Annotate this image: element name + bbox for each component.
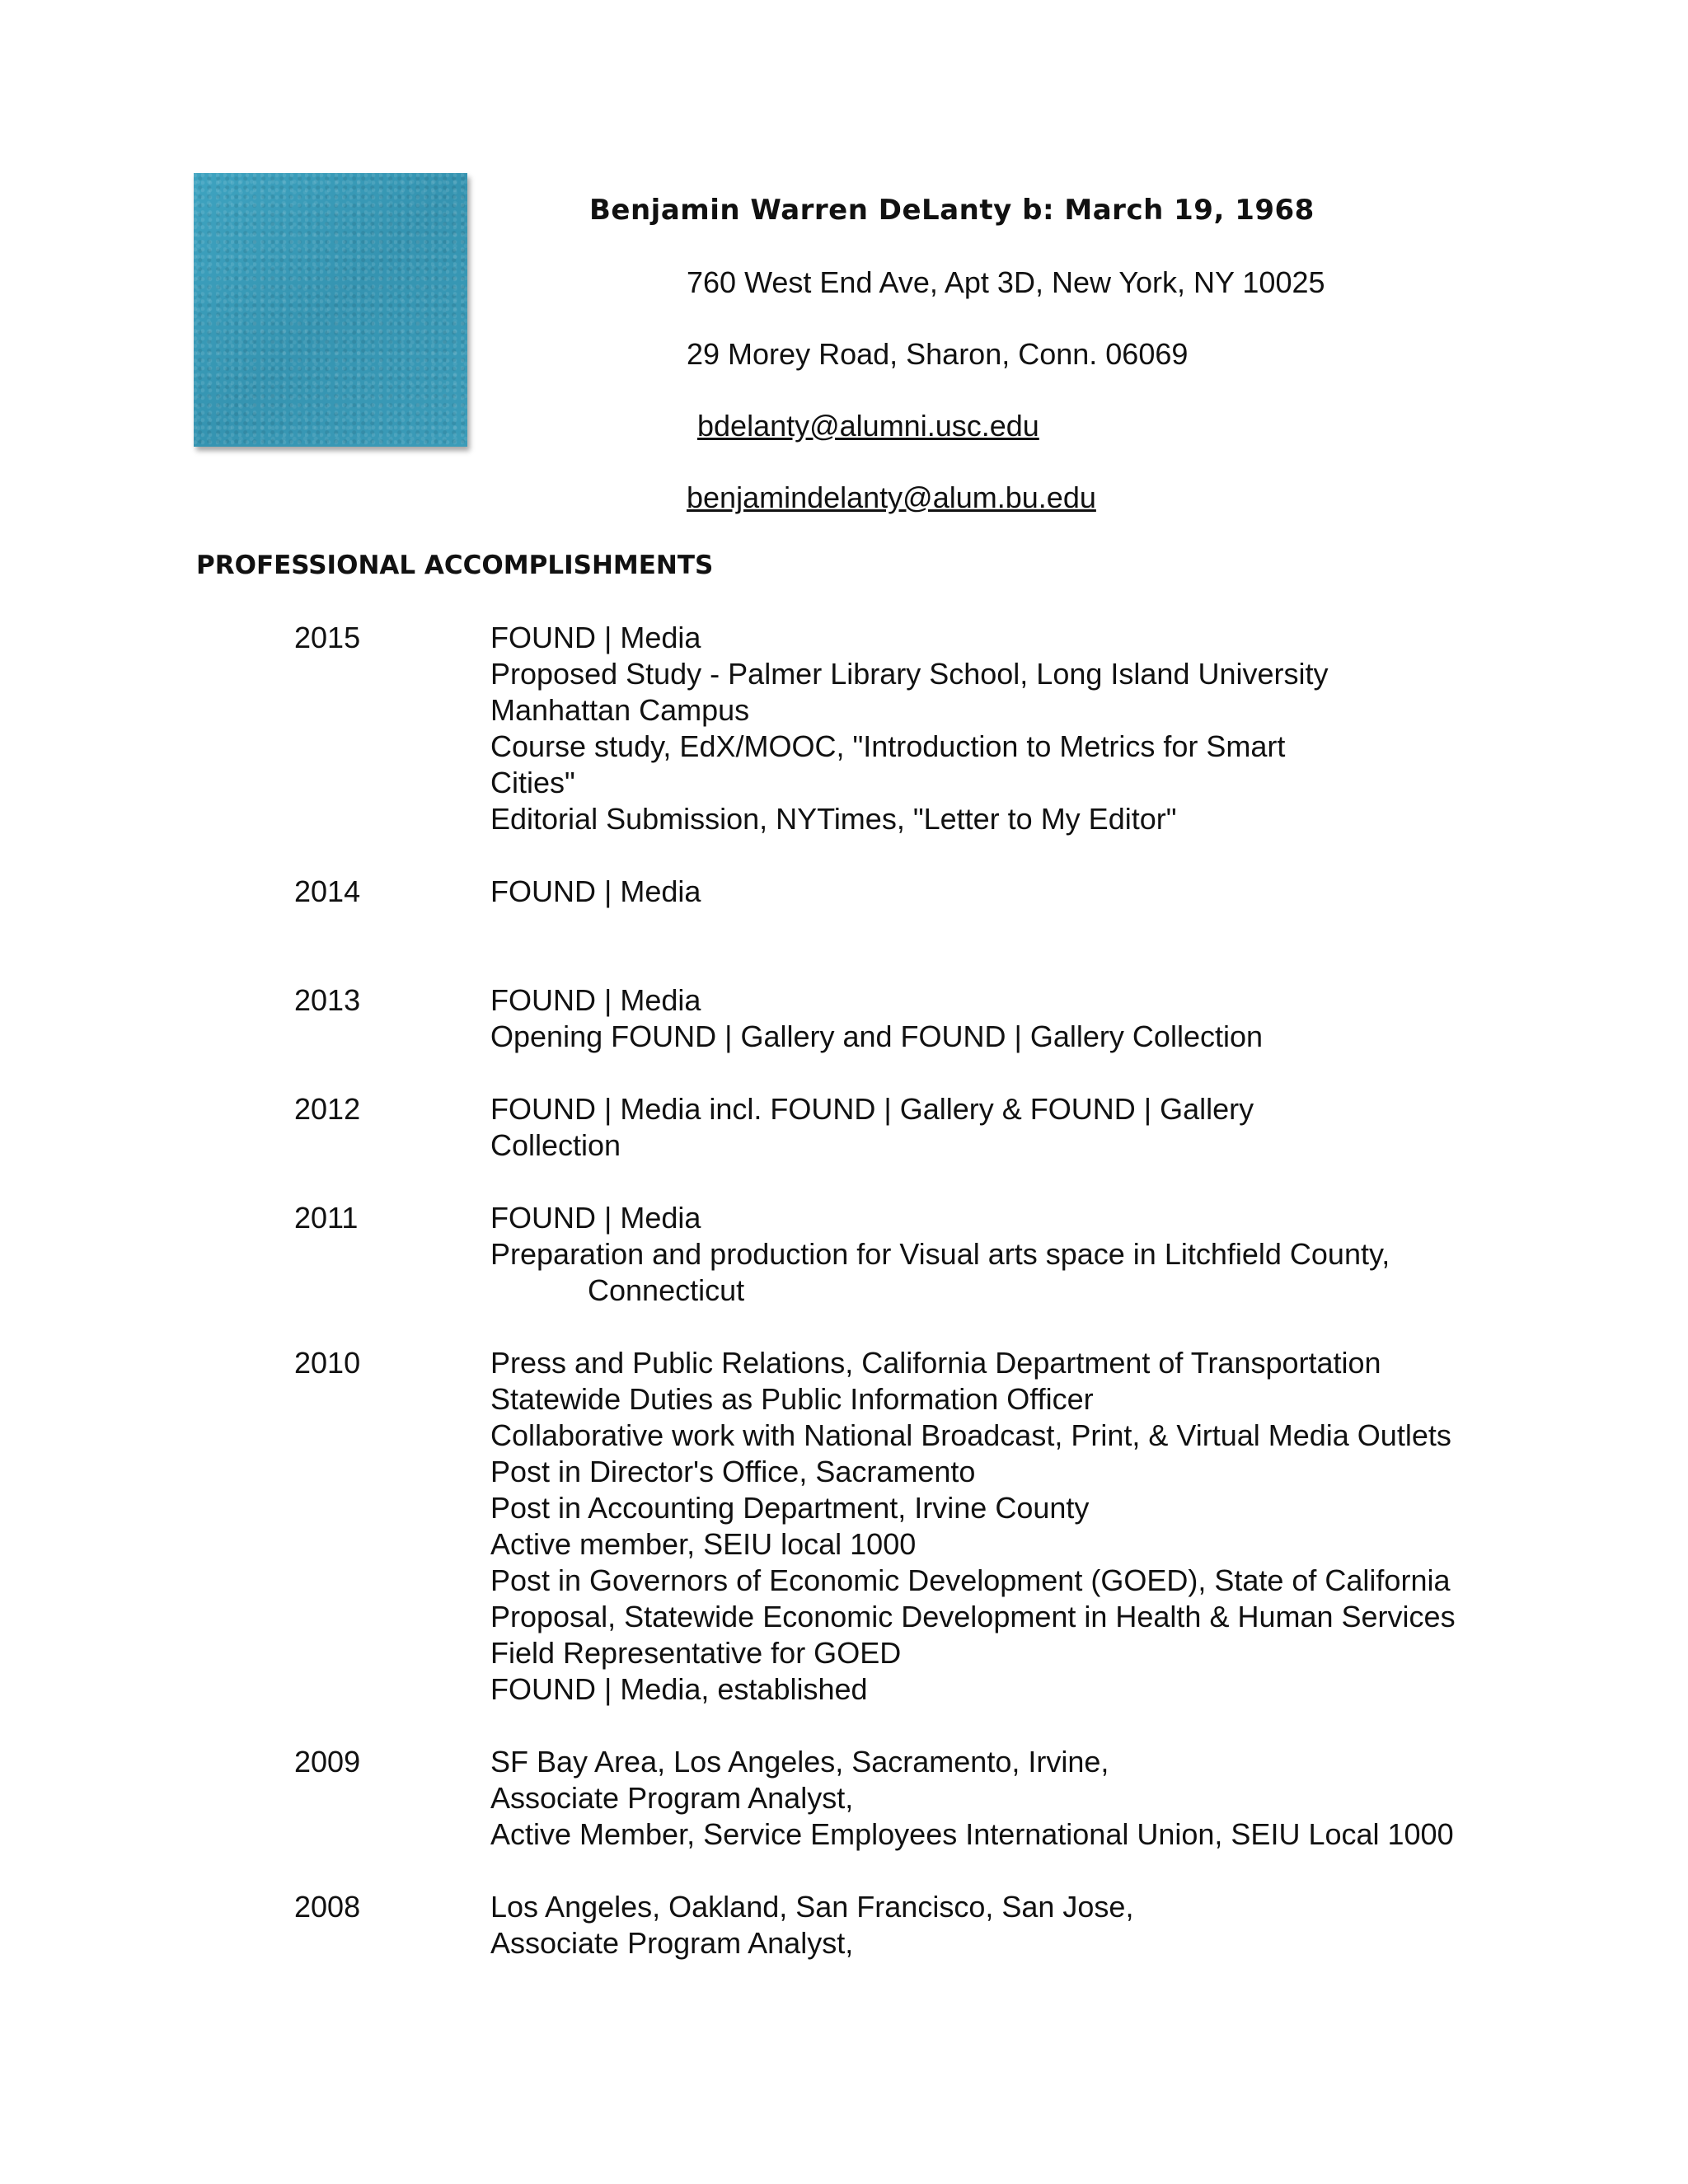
name-and-birthdate: Benjamin Warren DeLanty b: March 19, 1968 <box>589 194 1315 227</box>
entry-year: 2012 <box>294 1092 361 1126</box>
address-new-york: 760 West End Ave, Apt 3D, New York, NY 10025 <box>687 265 1325 299</box>
entry-line: Connecticut <box>588 1273 745 1307</box>
entry-line: FOUND | Media, established <box>490 1672 868 1706</box>
entry-line: Manhattan Campus <box>490 693 750 727</box>
entry-year: 2008 <box>294 1890 361 1924</box>
section-title-professional-accomplishments: PROFESSIONAL ACCOMPLISHMENTS <box>196 551 714 580</box>
entry-line: Proposal, Statewide Economic Development in Health & Human Services <box>490 1600 1456 1633</box>
entry-line: Cities" <box>490 766 575 799</box>
entry-line: FOUND | Media <box>490 983 701 1017</box>
entry-year: 2014 <box>294 874 361 908</box>
entry-2012 <box>0 1091 1688 1164</box>
entry-line: Course study, EdX/MOOC, "Introduction to Metrics for Smart <box>490 729 1286 763</box>
entry-line: Editorial Submission, NYTimes, "Letter to My Editor" <box>490 802 1177 836</box>
entry-line: Field Representative for GOED <box>490 1636 902 1670</box>
entry-line: FOUND | Media <box>490 621 701 654</box>
entry-line: FOUND | Media incl. FOUND | Gallery & FOUND | Gallery <box>490 1092 1254 1126</box>
entry-2013 <box>0 982 1688 1055</box>
entry-line: Statewide Duties as Public Information Officer <box>490 1382 1094 1416</box>
entry-line: Active member, SEIU local 1000 <box>490 1527 917 1561</box>
spacer <box>490 910 1529 946</box>
entry-line: Associate Program Analyst, <box>490 1926 854 1960</box>
profile-photo <box>194 173 467 447</box>
entry-line: Active Member, Service Employees International Union, SEIU Local 1000 <box>490 1817 1454 1851</box>
entry-line: Opening FOUND | Gallery and FOUND | Gallery Collection <box>490 1019 1264 1053</box>
entry-2011 <box>0 1200 1688 1309</box>
entry-line: Post in Governors of Economic Development (GOED), State of California <box>490 1563 1451 1597</box>
entry-2015 <box>0 620 1688 837</box>
entry-line: Los Angeles, Oakland, San Francisco, San Jose, <box>490 1890 1134 1924</box>
entry-line: Preparation and production for Visual arts space in Litchfield County, <box>490 1237 1390 1271</box>
entry-line: Collection <box>490 1128 621 1162</box>
entry-line: Post in Accounting Department, Irvine County <box>490 1491 1090 1525</box>
entry-2009 <box>0 1744 1688 1853</box>
entry-2014 <box>0 874 1688 946</box>
entry-line: FOUND | Media <box>490 874 701 908</box>
address-sharon: 29 Morey Road, Sharon, Conn. 06069 <box>687 337 1189 371</box>
entry-line: Post in Director's Office, Sacramento <box>490 1455 976 1488</box>
entry-2008 <box>0 1889 1688 1961</box>
entry-line: Collaborative work with National Broadcast, Print, & Virtual Media Outlets <box>490 1418 1451 1452</box>
email-link-bu[interactable]: benjamindelanty@alum.bu.edu <box>687 480 1096 514</box>
entry-line: FOUND | Media <box>490 1201 701 1235</box>
entry-year: 2010 <box>294 1346 361 1380</box>
entry-line: Proposed Study - Palmer Library School, Long Island University <box>490 657 1329 691</box>
entry-line: Press and Public Relations, California Department of Transportation <box>490 1346 1381 1380</box>
entry-line: SF Bay Area, Los Angeles, Sacramento, Irvine, <box>490 1745 1109 1779</box>
entry-year: 2013 <box>294 983 361 1017</box>
entry-line: Associate Program Analyst, <box>490 1781 854 1815</box>
entry-year: 2009 <box>294 1745 361 1779</box>
entry-year: 2015 <box>294 621 361 654</box>
entry-year: 2011 <box>294 1201 359 1235</box>
email-link-usc[interactable]: bdelanty@alumni.usc.edu <box>697 409 1039 443</box>
accomplishments-list <box>0 620 1688 1998</box>
entry-2010 <box>0 1345 1688 1708</box>
